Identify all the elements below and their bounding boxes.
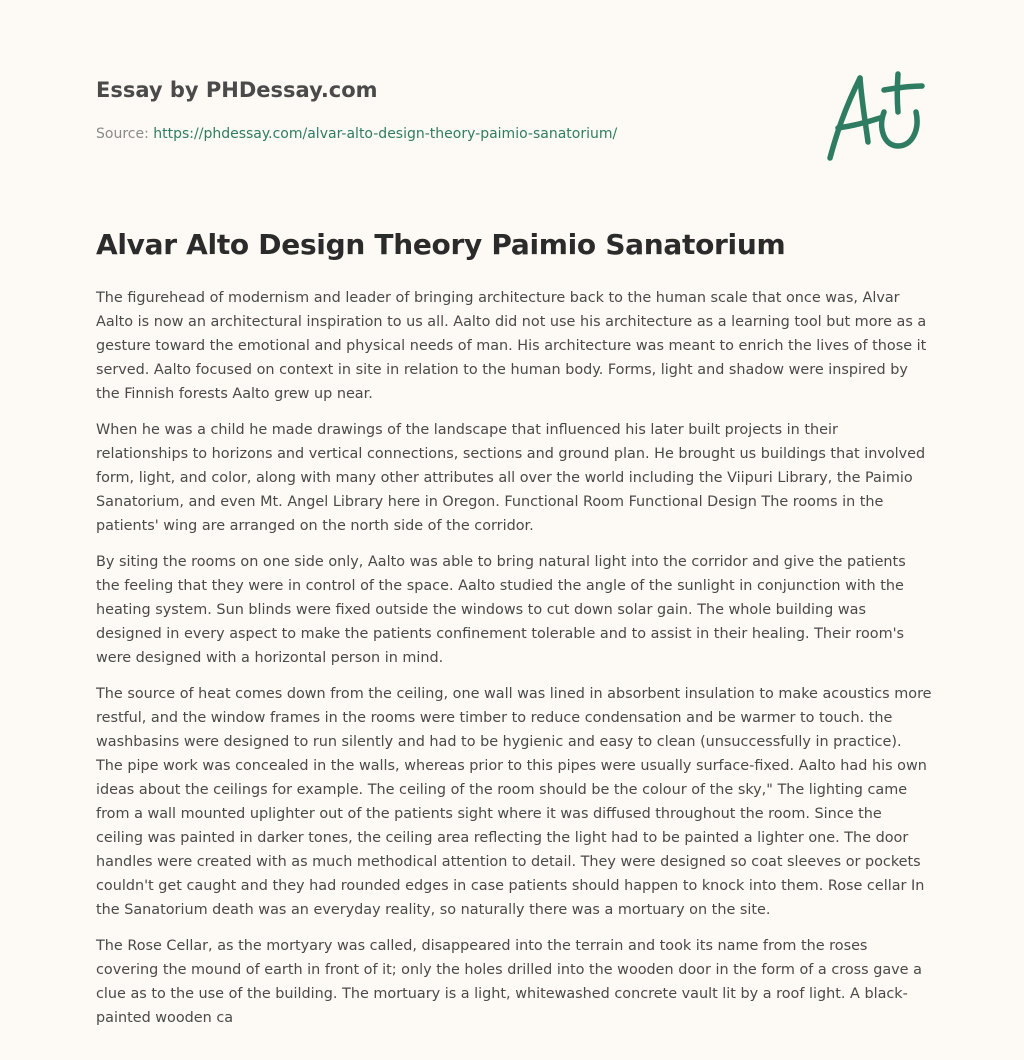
site-brand: Essay by PHDessay.com [96, 78, 378, 102]
paragraph: The source of heat comes down from the ceiling, one wall was lined in absorbent insulation to make acoustics more restful, and the window frames in the rooms were timber to reduce condensation and be warmer to touch. the washbasins were designed to run silently and had to be hygienic and easy to clean (unsuccessfully in practice). The pipe work was concealed in the walls, whereas prior to this pipes were usually surface-fixed. Aalto had his own ideas about the ceilings for example. The ceiling of the room should be the colour of the sky," The lighting came from a wall mounted uplighter out of the patients sight where it was diffused throughout the room. Since the ceiling was painted in darker tones, the ceiling area reflecting the light had to be painted a lighter one. The door handles were created with as much methodical attention to detail. They were designed so coat sleeves or pockets couldn't get caught and they had rounded edges in case patients should happen to knock into them. Rose cellar In the Sanatorium death was an everyday reality, so naturally there was a mortuary on the site. [96, 686, 932, 918]
essay-header [96, 76, 736, 144]
a-plus-grade-icon [818, 66, 930, 166]
essay-body [96, 286, 932, 1042]
source-link[interactable]: https://phdessay.com/alvar-alto-design-theory-paimio-sanatorium/ [153, 126, 618, 142]
paragraph: When he was a child he made drawings of the landscape that influenced his later built projects in their relationships to horizons and vertical connections, sections and ground plan. He brought us buildings that involved form, light, and color, along with many other attributes all over the world including the Viipuri Library, the Paimio Sanatorium, and even Mt. Angel Library here in Oregon. Functional Room Functional Design The rooms in the patients' wing are arranged on the north side of the corridor. [96, 422, 926, 534]
paragraph: By siting the rooms on one side only, Aalto was able to bring natural light into the corridor and give the patients the feeling that they were in control of the space. Aalto studied the angle of the sunlight in conjunction with the heating system. Sun blinds were fixed outside the windows to cut down solar gain. The whole building was designed in every aspect to make the patients confinement tolerable and to assist in their healing. Their room's were designed with a horizontal person in mind. [96, 554, 906, 666]
paragraph: The Rose Cellar, as the mortyary was called, disappeared into the terrain and took its name from the roses covering the mound of earth in front of it; only the holes drilled into the wooden door in the form of a cross gave a clue as to the use of the building. The mortuary is a light, whitewashed concrete vault lit by a roof light. A black-painted wooden ca [96, 938, 922, 1026]
paragraph: The figurehead of modernism and leader of bringing architecture back to the human scale that once was, Alvar Aalto is now an architectural inspiration to us all. Aalto did not use his architecture as a learning tool but more as a gesture toward the emotional and physical needs of man. His architecture was meant to enrich the lives of those it served. Aalto focused on context in site in relation to the human body. Forms, light and shadow were inspired by the Finnish forests Aalto grew up near. [96, 290, 927, 402]
source-line [96, 124, 736, 144]
essay-title: Alvar Alto Design Theory Paimio Sanatorium [96, 228, 786, 261]
source-label: Source: [96, 126, 154, 142]
